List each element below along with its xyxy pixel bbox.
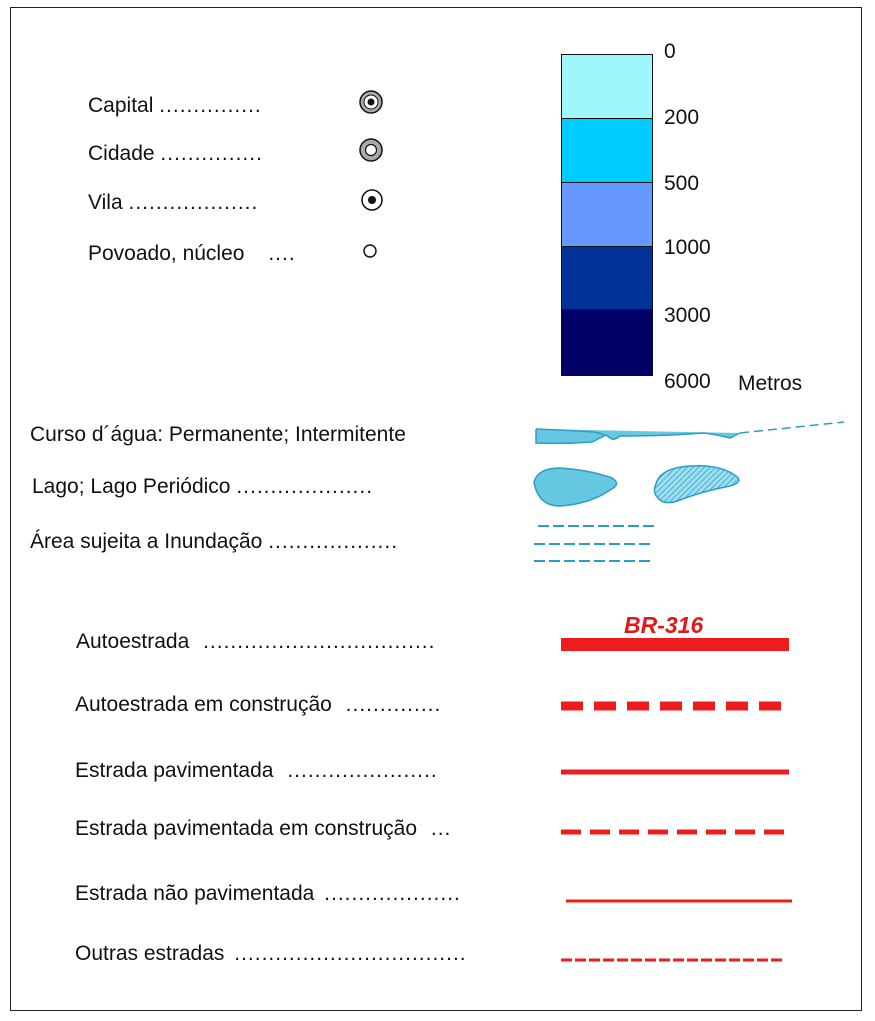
leader-dots: ................... bbox=[128, 191, 259, 214]
settlement-village bbox=[88, 191, 258, 215]
hamlet-icon bbox=[362, 243, 380, 261]
leader-dots: .................... bbox=[324, 882, 461, 905]
elevation-label-500: 500 bbox=[664, 172, 700, 195]
road-label: Estrada não pavimentada bbox=[75, 882, 315, 905]
leader-dots: ... bbox=[430, 817, 452, 840]
leader-dots: .................................. bbox=[234, 942, 467, 965]
leader-dots: .................... bbox=[236, 475, 374, 498]
elevation-label-0: 0 bbox=[664, 40, 676, 63]
leader-dots: .............. bbox=[345, 693, 442, 716]
elevation-band-200-500 bbox=[561, 118, 653, 184]
road-paved bbox=[75, 759, 438, 783]
elevation-label-200: 200 bbox=[664, 106, 700, 129]
capital-icon bbox=[358, 90, 384, 114]
highway-icon bbox=[561, 636, 791, 654]
elevation-label-1000: 1000 bbox=[664, 236, 711, 259]
leader-dots: ...................... bbox=[287, 759, 438, 782]
hydro-label: Lago; Lago Periódico bbox=[32, 475, 231, 498]
highway-code-label: BR-316 bbox=[624, 612, 704, 638]
highway-construction-icon bbox=[561, 700, 791, 714]
settlement-city bbox=[88, 142, 263, 166]
leader-dots: .... bbox=[268, 242, 296, 265]
hydro-label: Área sujeita a Inundação bbox=[30, 530, 263, 553]
lake-icon bbox=[530, 460, 745, 512]
hydro-label: Curso d´água: Permanente; Intermitente bbox=[30, 423, 406, 446]
road-highway bbox=[76, 630, 435, 654]
river-icon bbox=[534, 418, 846, 448]
road-highway-construction bbox=[75, 693, 441, 717]
road-paved-construction bbox=[75, 817, 451, 841]
leader-dots: ............... bbox=[159, 94, 262, 117]
settlement-capital bbox=[88, 94, 262, 118]
village-icon bbox=[360, 188, 384, 212]
paved-road-icon bbox=[561, 767, 791, 777]
unpaved-road-icon bbox=[566, 897, 794, 905]
road-label: Autoestrada bbox=[76, 630, 190, 653]
elevation-band-1000-3000 bbox=[561, 246, 653, 311]
settlement-label: Vila bbox=[88, 191, 123, 214]
road-label: Outras estradas bbox=[75, 942, 225, 965]
flood-area-icon bbox=[534, 520, 659, 566]
settlement-hamlet bbox=[88, 242, 296, 266]
settlement-label: Capital bbox=[88, 94, 154, 117]
road-label: Autoestrada em construção bbox=[75, 693, 332, 716]
road-label: Estrada pavimentada em construção bbox=[75, 817, 418, 840]
other-roads-icon bbox=[561, 956, 789, 964]
leader-dots: ................... bbox=[268, 530, 399, 553]
road-label: Estrada pavimentada bbox=[75, 759, 274, 782]
leader-dots: ............... bbox=[160, 142, 263, 165]
elevation-band-500-1000 bbox=[561, 182, 653, 248]
road-unpaved bbox=[75, 882, 461, 906]
hydro-lake bbox=[32, 475, 373, 499]
elevation-band-0-200 bbox=[561, 54, 653, 120]
paved-road-construction-icon bbox=[561, 827, 791, 837]
hydro-river bbox=[30, 423, 406, 447]
elevation-unit: Metros bbox=[738, 372, 803, 395]
hydro-flood-area bbox=[30, 530, 398, 554]
road-other bbox=[75, 942, 467, 966]
elevation-label-6000: 6000 bbox=[664, 370, 711, 393]
settlement-label: Povoado, núcleo bbox=[88, 242, 245, 265]
elevation-label-3000: 3000 bbox=[664, 304, 711, 327]
leader-dots: .................................. bbox=[203, 630, 436, 653]
elevation-band-3000-6000 bbox=[561, 309, 653, 376]
city-icon bbox=[358, 138, 384, 162]
settlement-label: Cidade bbox=[88, 142, 155, 165]
